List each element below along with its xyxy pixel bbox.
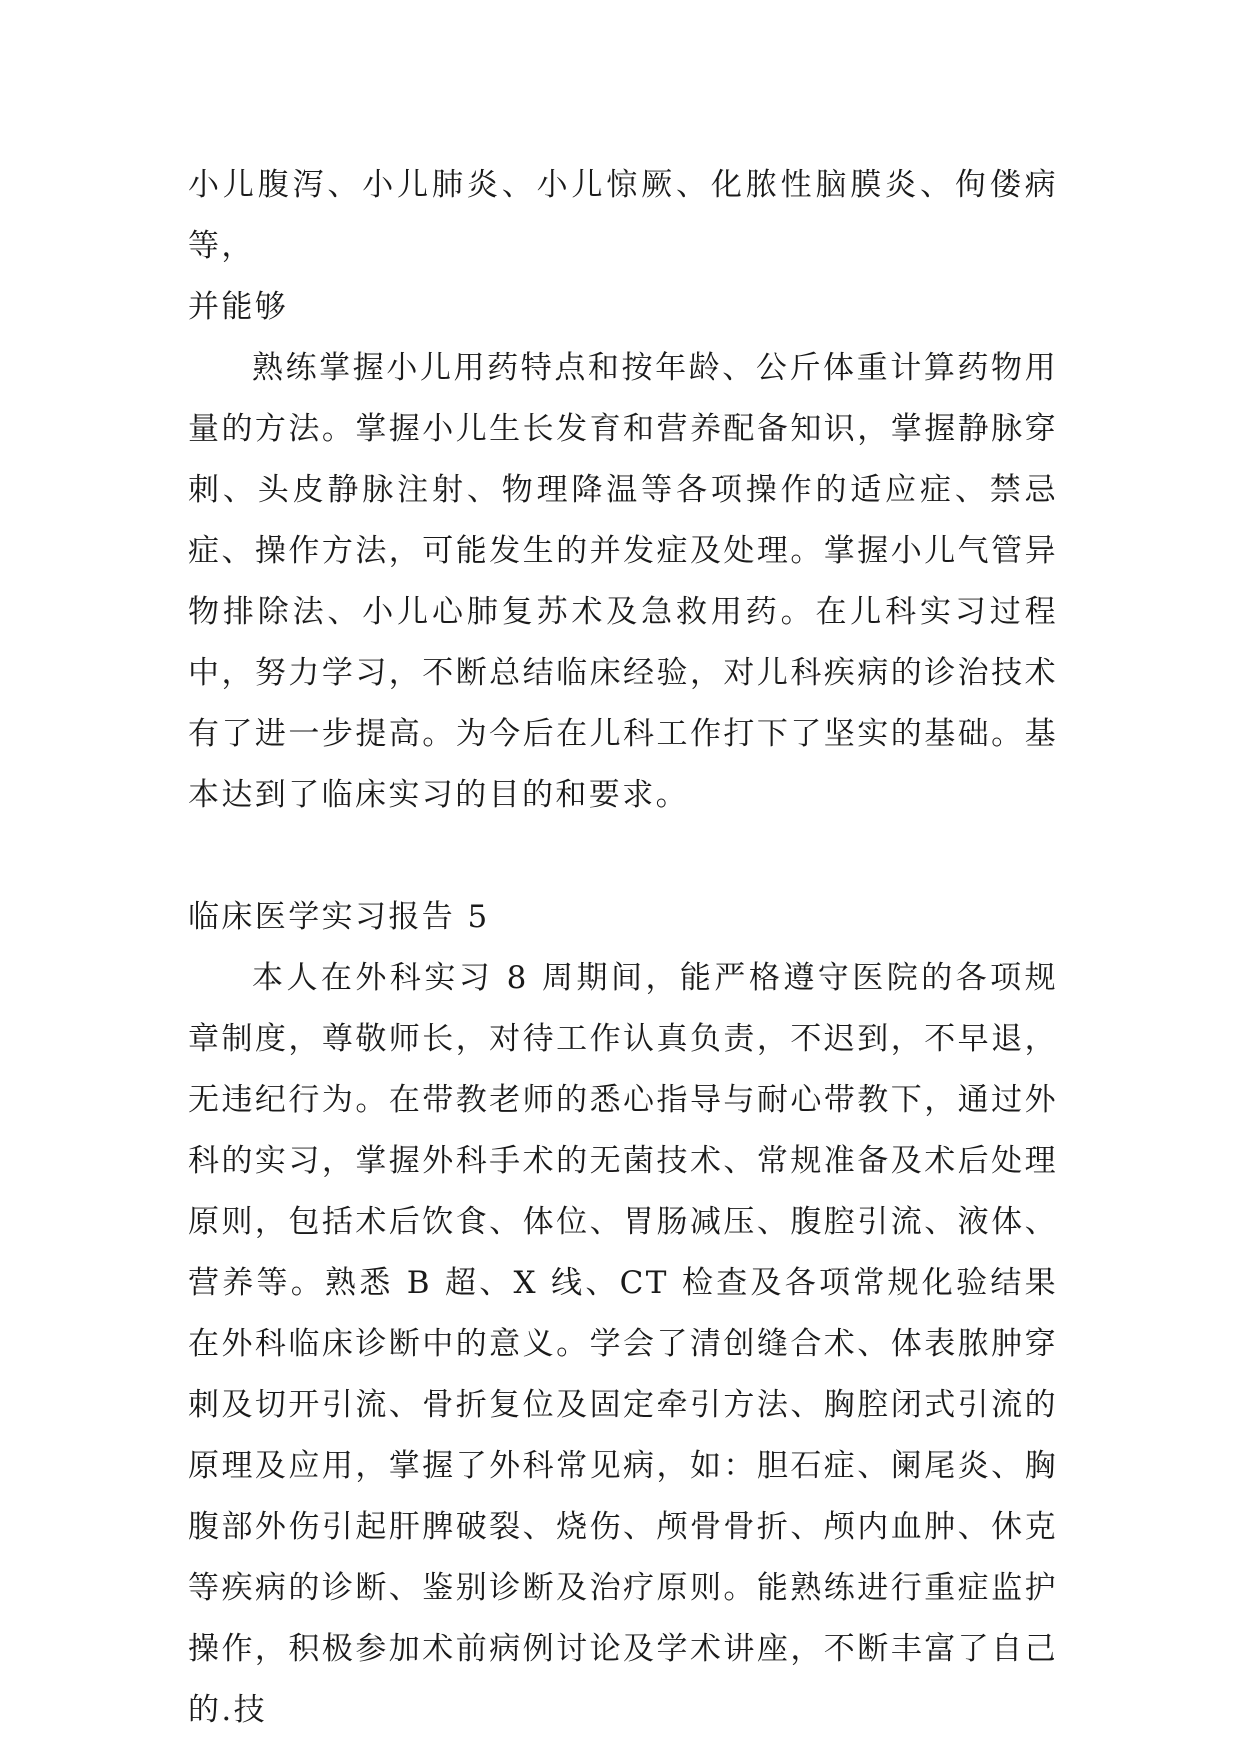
paragraph-continuation-line-1: 小儿腹泻、小儿肺炎、小儿惊厥、化脓性脑膜炎、佝偻病等， xyxy=(188,167,1058,264)
paragraph-pediatrics-summary: 熟练掌握小儿用药特点和按年龄、公斤体重计算药物用量的方法。掌握小儿生长发育和营养配备知识，掌握静脉穿刺、头皮静脉注射、物理降温等各项操作的适应症、禁忌症、操作方法，可能发生的并发症及处理。掌握小儿气管异物排除法、小儿心肺复苏术及急救用药。在儿科实习过程中，努力学习，不断总结临床经验，对儿科疾病的诊治技术有了进一步提高。为今后在儿科工作打下了坚实的基础。基本达到了临床实习的目的和要求。 xyxy=(188,350,1058,813)
paragraph-continuation-line-2: 并能够 xyxy=(188,289,289,325)
paragraph-surgery-internship: 本人在外科实习 8 周期间，能严格遵守医院的各项规章制度，尊敬师长，对待工作认真负责，不迟到，不早退，无违纪行为。在带教老师的悉心指导与耐心带教下，通过外科的实习，掌握外科手术的无菌技术、常规准备及术后处理原则，包括术后饮食、体位、胃肠减压、腹腔引流、液体、营养等。熟悉 B 超、X 线、CT 检查及各项常规化验结果在外科临床诊断中的意义。学会了清创缝合术、体表脓肿穿刺及切开引流、骨折复位及固定牵引方法、胸腔闭式引流的原理及应用，掌握了外科常见病，如：胆石症、阑尾炎、胸腹部外伤引起肝脾破裂、烧伤、颅骨骨折、颅内血肿、休克等疾病的诊断、鉴别诊断及治疗原则。能熟练进行重症监护操作，积极参加术前病例讨论及学术讲座，不断丰富了自己的.技 xyxy=(188,960,1058,1728)
section-heading: 临床医学实习报告 5 xyxy=(188,899,490,935)
document-body xyxy=(188,155,1058,1741)
section-spacer xyxy=(188,826,1058,887)
